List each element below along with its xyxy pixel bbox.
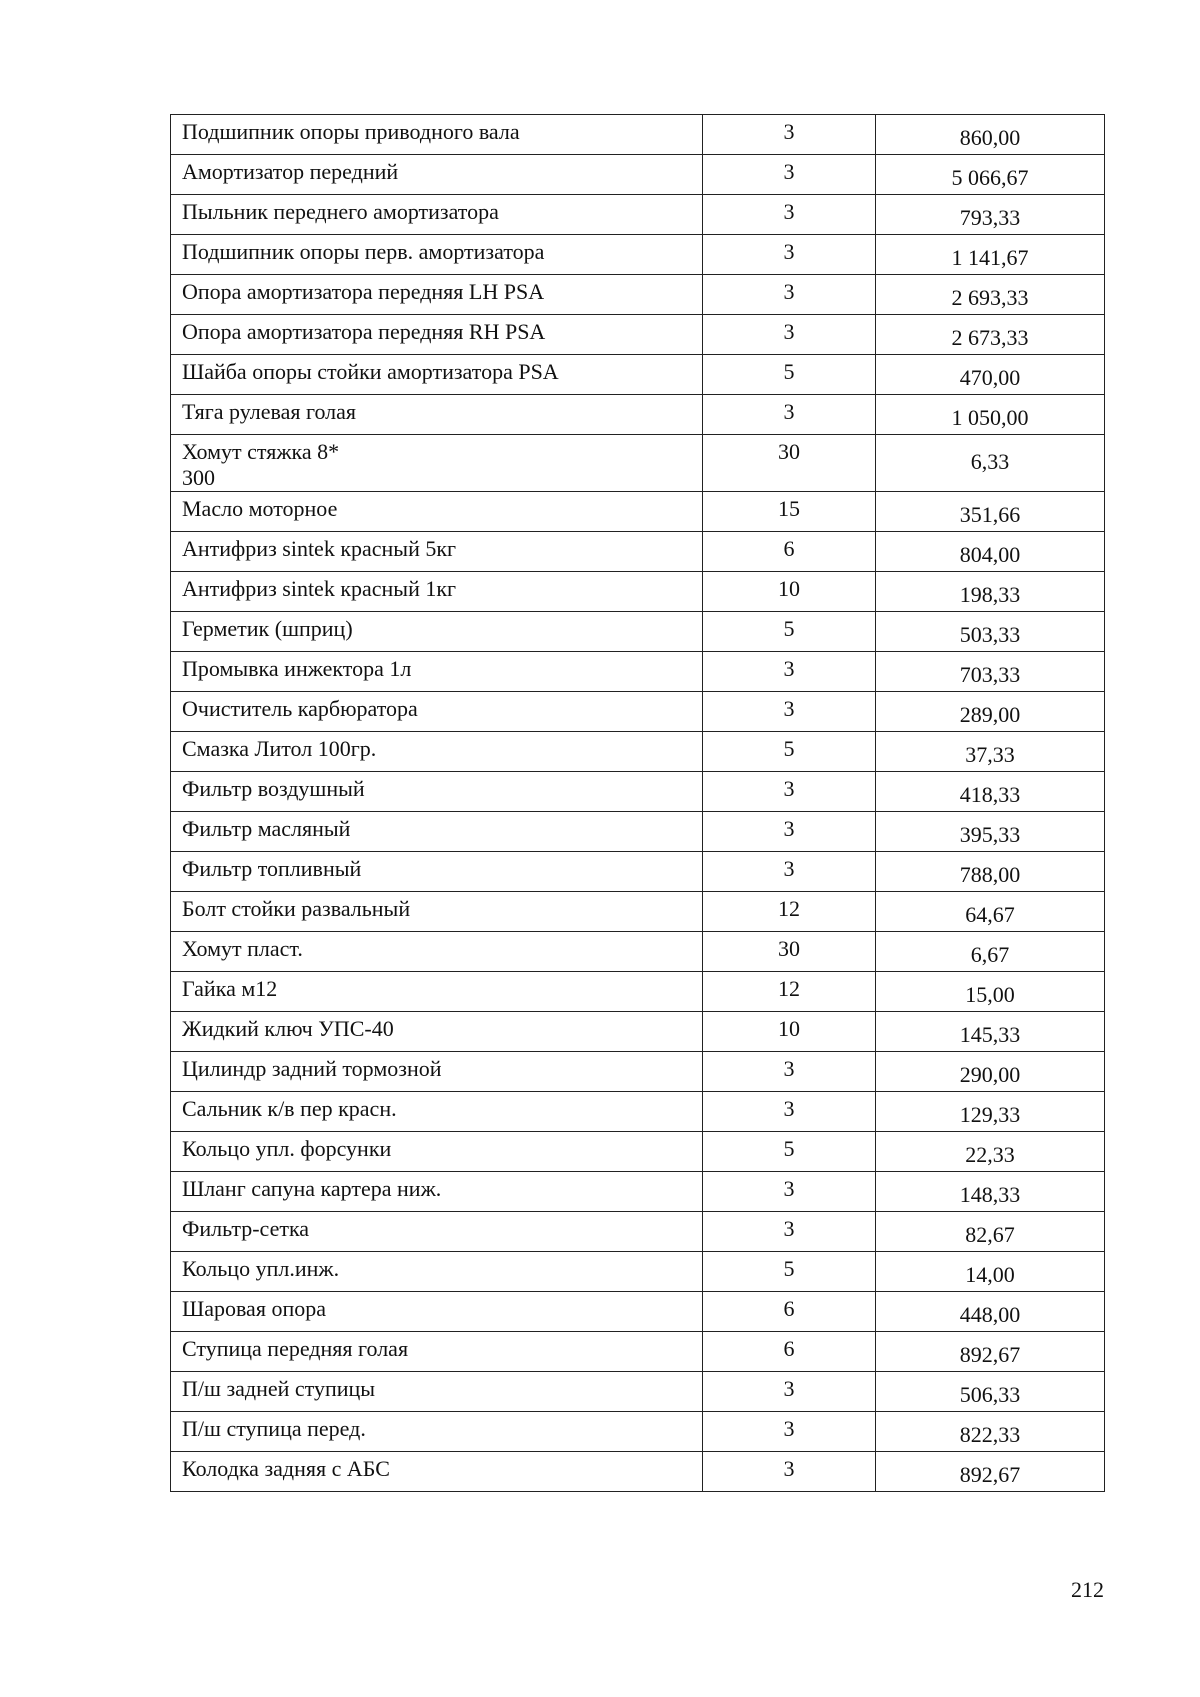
price-cell: 503,33: [876, 612, 1105, 652]
quantity-cell: 15: [703, 492, 876, 532]
quantity-cell: 3: [703, 195, 876, 235]
quantity-cell: 3: [703, 652, 876, 692]
part-name-cell: Промывка инжектора 1л: [171, 652, 703, 692]
table-row: [171, 1252, 1105, 1292]
price-cell: 351,66: [876, 492, 1105, 532]
table-row: [171, 1052, 1105, 1092]
quantity-cell: 3: [703, 1172, 876, 1212]
part-name-cell: П/ш ступица перед.: [171, 1412, 703, 1452]
part-name-cell: Болт стойки развальный: [171, 892, 703, 932]
price-cell: 892,67: [876, 1332, 1105, 1372]
part-name-cell: Смазка Литол 100гр.: [171, 732, 703, 772]
quantity-cell: 3: [703, 1412, 876, 1452]
table-row: [171, 395, 1105, 435]
part-name-cell: Цилиндр задний тормозной: [171, 1052, 703, 1092]
quantity-cell: 12: [703, 892, 876, 932]
part-name-cell: Ступица передняя голая: [171, 1332, 703, 1372]
price-cell: 14,00: [876, 1252, 1105, 1292]
price-cell: 289,00: [876, 692, 1105, 732]
table-row: [171, 1172, 1105, 1212]
quantity-cell: 6: [703, 1332, 876, 1372]
price-cell: 198,33: [876, 572, 1105, 612]
table-row: [171, 315, 1105, 355]
price-cell: 6,33: [876, 435, 1105, 492]
quantity-cell: 5: [703, 1132, 876, 1172]
table-row: [171, 355, 1105, 395]
table-row: [171, 1012, 1105, 1052]
quantity-cell: 3: [703, 1092, 876, 1132]
quantity-cell: 3: [703, 395, 876, 435]
part-name-cell: Амортизатор передний: [171, 155, 703, 195]
table-row: [171, 155, 1105, 195]
quantity-cell: 3: [703, 235, 876, 275]
part-name-cell: Фильтр топливный: [171, 852, 703, 892]
table-row: [171, 892, 1105, 932]
table-row: [171, 1452, 1105, 1492]
part-name-cell: Гайка м12: [171, 972, 703, 1012]
part-name-cell: Шайба опоры стойки амортизатора PSA: [171, 355, 703, 395]
price-cell: 703,33: [876, 652, 1105, 692]
price-cell: 1 050,00: [876, 395, 1105, 435]
price-cell: 290,00: [876, 1052, 1105, 1092]
part-name-cell: Фильтр масляный: [171, 812, 703, 852]
quantity-cell: 6: [703, 1292, 876, 1332]
table-row: [171, 1132, 1105, 1172]
part-name-cell: Подшипник опоры перв. амортизатора: [171, 235, 703, 275]
page-number: 212: [1071, 1577, 1104, 1602]
part-name-cell: Фильтр-сетка: [171, 1212, 703, 1252]
table-row: [171, 1372, 1105, 1412]
quantity-cell: 3: [703, 1212, 876, 1252]
part-name-cell: П/ш задней ступицы: [171, 1372, 703, 1412]
part-name-cell: Тяга рулевая голая: [171, 395, 703, 435]
price-cell: 470,00: [876, 355, 1105, 395]
price-cell: 15,00: [876, 972, 1105, 1012]
quantity-cell: 3: [703, 115, 876, 155]
quantity-cell: 10: [703, 1012, 876, 1052]
part-name-cell: Опора амортизатора передняя LH PSA: [171, 275, 703, 315]
table-row: [171, 732, 1105, 772]
part-name-cell: Кольцо упл.инж.: [171, 1252, 703, 1292]
price-cell: 6,67: [876, 932, 1105, 972]
table-row: [171, 692, 1105, 732]
part-name-cell: Хомут стяжка 8* 300: [171, 435, 703, 492]
table-row: [171, 612, 1105, 652]
table-row: [171, 435, 1105, 492]
quantity-cell: 5: [703, 1252, 876, 1292]
price-cell: 1 141,67: [876, 235, 1105, 275]
quantity-cell: 3: [703, 692, 876, 732]
quantity-cell: 3: [703, 772, 876, 812]
part-name-cell: Герметик (шприц): [171, 612, 703, 652]
part-name-cell: Сальник к/в пер красн.: [171, 1092, 703, 1132]
price-cell: 448,00: [876, 1292, 1105, 1332]
price-cell: 148,33: [876, 1172, 1105, 1212]
quantity-cell: 5: [703, 732, 876, 772]
price-cell: 793,33: [876, 195, 1105, 235]
table-row: [171, 195, 1105, 235]
table-row: [171, 572, 1105, 612]
quantity-cell: 3: [703, 1052, 876, 1092]
table-row: [171, 492, 1105, 532]
price-cell: 506,33: [876, 1372, 1105, 1412]
price-cell: 892,67: [876, 1452, 1105, 1492]
part-name-cell: Кольцо упл. форсунки: [171, 1132, 703, 1172]
part-name-cell: Пыльник переднего амортизатора: [171, 195, 703, 235]
part-name-cell: Шланг сапуна картера ниж.: [171, 1172, 703, 1212]
quantity-cell: 5: [703, 355, 876, 395]
part-name-cell: Хомут пласт.: [171, 932, 703, 972]
price-cell: 2 673,33: [876, 315, 1105, 355]
price-cell: 82,67: [876, 1212, 1105, 1252]
table-row: [171, 772, 1105, 812]
price-cell: 5 066,67: [876, 155, 1105, 195]
table-row: [171, 972, 1105, 1012]
quantity-cell: 3: [703, 315, 876, 355]
quantity-cell: 3: [703, 852, 876, 892]
price-cell: 860,00: [876, 115, 1105, 155]
quantity-cell: 12: [703, 972, 876, 1012]
table-row: [171, 852, 1105, 892]
price-cell: 418,33: [876, 772, 1105, 812]
table-row: [171, 275, 1105, 315]
parts-table: [170, 114, 1105, 1492]
quantity-cell: 10: [703, 572, 876, 612]
quantity-cell: 3: [703, 155, 876, 195]
quantity-cell: 30: [703, 932, 876, 972]
quantity-cell: 30: [703, 435, 876, 492]
price-cell: 129,33: [876, 1092, 1105, 1132]
quantity-cell: 3: [703, 275, 876, 315]
table-row: [171, 115, 1105, 155]
table-row: [171, 1092, 1105, 1132]
part-name-cell: Антифриз sintek красный 5кг: [171, 532, 703, 572]
quantity-cell: 3: [703, 812, 876, 852]
price-cell: 822,33: [876, 1412, 1105, 1452]
part-name-cell: Антифриз sintek красный 1кг: [171, 572, 703, 612]
price-cell: 64,67: [876, 892, 1105, 932]
part-name-cell: Опора амортизатора передняя RH PSA: [171, 315, 703, 355]
price-cell: 37,33: [876, 732, 1105, 772]
part-name-cell: Очиститель карбюратора: [171, 692, 703, 732]
table-row: [171, 932, 1105, 972]
table-row: [171, 1412, 1105, 1452]
table-row: [171, 812, 1105, 852]
quantity-cell: 5: [703, 612, 876, 652]
table-row: [171, 235, 1105, 275]
quantity-cell: 6: [703, 532, 876, 572]
table-row: [171, 1332, 1105, 1372]
price-cell: 22,33: [876, 1132, 1105, 1172]
quantity-cell: 3: [703, 1452, 876, 1492]
price-cell: 788,00: [876, 852, 1105, 892]
table-row: [171, 652, 1105, 692]
price-cell: 804,00: [876, 532, 1105, 572]
part-name-cell: Жидкий ключ УПС-40: [171, 1012, 703, 1052]
quantity-cell: 3: [703, 1372, 876, 1412]
price-cell: 395,33: [876, 812, 1105, 852]
table-row: [171, 1212, 1105, 1252]
part-name-cell: Шаровая опора: [171, 1292, 703, 1332]
parts-table-body: [171, 115, 1105, 1492]
price-cell: 145,33: [876, 1012, 1105, 1052]
part-name-cell: Подшипник опоры приводного вала: [171, 115, 703, 155]
part-name-cell: Масло моторное: [171, 492, 703, 532]
part-name-cell: Колодка задняя с АБС: [171, 1452, 703, 1492]
part-name-cell: Фильтр воздушный: [171, 772, 703, 812]
table-row: [171, 532, 1105, 572]
price-cell: 2 693,33: [876, 275, 1105, 315]
table-row: [171, 1292, 1105, 1332]
